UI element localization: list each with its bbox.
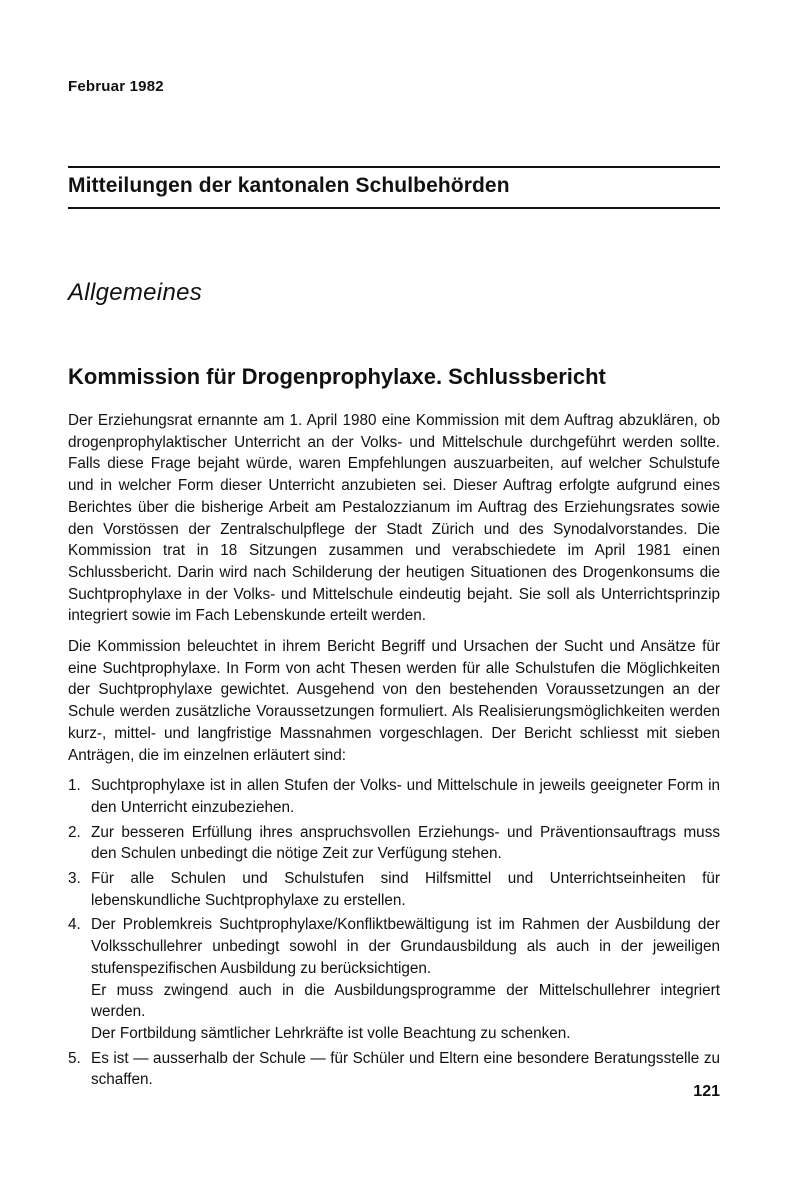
list-text-continuation: Er muss zwingend auch in die Ausbildungsprogramme der Mittelschullehrer integriert werden. [91, 981, 720, 1021]
list-number: 1. [68, 777, 81, 795]
list-number: 5. [68, 1049, 81, 1067]
list-text: Der Problemkreis Suchtprophylaxe/Konfliktbewältigung ist im Rahmen der Ausbildung der Volksschullehrer unbedingt sowohl in der Grundausbildung als auch in der jeweiligen stufenspezifischen Ausbildung zu berücksichtigen. [91, 916, 720, 977]
section-rule-bottom [68, 207, 720, 209]
header-date: Februar 1982 [68, 78, 164, 95]
paragraph: Der Erziehungsrat ernannte am 1. April 1980 eine Kommission mit dem Auftrag abzuklären, ob drogenprophylaktischer Unterricht an der Volks- und Mittelschule durchgeführt werden sollte. Falls diese Frage bejaht würde, waren Empfehlungen auszuarbeiten, auf welcher Schulstufe und in welcher Form dieser Unterricht anzubieten sei. Dieser Auftrag erfolgte aufgrund eines Berichtes über die bisherige Arbeit am Pestalozzianum im Auftrag des Erziehungsrates sowie den Vorstössen der Zentralschulpflege der Stadt Zürich und des Synodalvorstandes. Die Kommission trat in 18 Sitzungen zusammen und verabschiedete im April 1981 einen Schlussbericht. Darin wird nach Schilderung der heutigen Situationen des Drogenkonsums die Suchtprophylaxe in der Volks- und Mittelschule eindeutig bejaht. Sie soll als Unterrichtsprinzip integriert sowie im Fach Lebenskunde erteilt werden. [68, 412, 720, 625]
list-text: Suchtprophylaxe ist in allen Stufen der Volks- und Mittelschule in jeweils geeigneter Form in den Unterricht einzubeziehen. [91, 777, 720, 816]
list-item [68, 914, 720, 1044]
list-item [68, 868, 720, 911]
motions-list [68, 775, 720, 1091]
list-number: 2. [68, 823, 81, 841]
list-item [68, 775, 720, 818]
page-number: 121 [693, 1083, 720, 1100]
article-title: Kommission für Drogenprophylaxe. Schlussbericht [68, 364, 606, 389]
list-item [68, 822, 720, 865]
list-number: 3. [68, 870, 81, 888]
paragraph: Die Kommission beleuchtet in ihrem Bericht Begriff und Ursachen der Sucht und Ansätze für eine Suchtprophylaxe. In Form von acht Thesen werden für alle Schulstufen die Möglichkeiten der Suchtprophylaxe gewichtet. Ausgehend von den bestehenden Voraussetzungen an der Schule werden zusätzliche Voraussetzungen formuliert. Als Realisierungsmöglichkeiten werden kurz-, mittel- und langfristige Massnahmen vorgeschlagen. Der Bericht schliesst mit sieben Anträgen, die im einzelnen erläutert sind: [68, 638, 720, 764]
list-item [68, 1048, 720, 1091]
list-text: Für alle Schulen und Schulstufen sind Hilfsmittel und Unterrichtseinheiten für lebenskundliche Suchtprophylaxe zu erstellen. [91, 870, 720, 909]
article-body [68, 410, 720, 1094]
list-text: Es ist — ausserhalb der Schule — für Schüler und Eltern eine besondere Beratungsstelle zu schaffen. [91, 1049, 720, 1089]
list-text: Zur besseren Erfüllung ihres anspruchsvollen Erziehungs- und Präventionsauftrags muss den Schulen unbedingt die nötige Zeit zur Verfügung stehen. [91, 823, 720, 863]
subsection-heading: Allgemeines [68, 279, 203, 306]
list-number: 4. [68, 916, 81, 934]
list-text-continuation: Der Fortbildung sämtlicher Lehrkräfte ist volle Beachtung zu schenken. [91, 1024, 571, 1042]
section-title: Mitteilungen der kantonalen Schulbehörden [68, 174, 510, 197]
section-rule-top [68, 166, 720, 168]
